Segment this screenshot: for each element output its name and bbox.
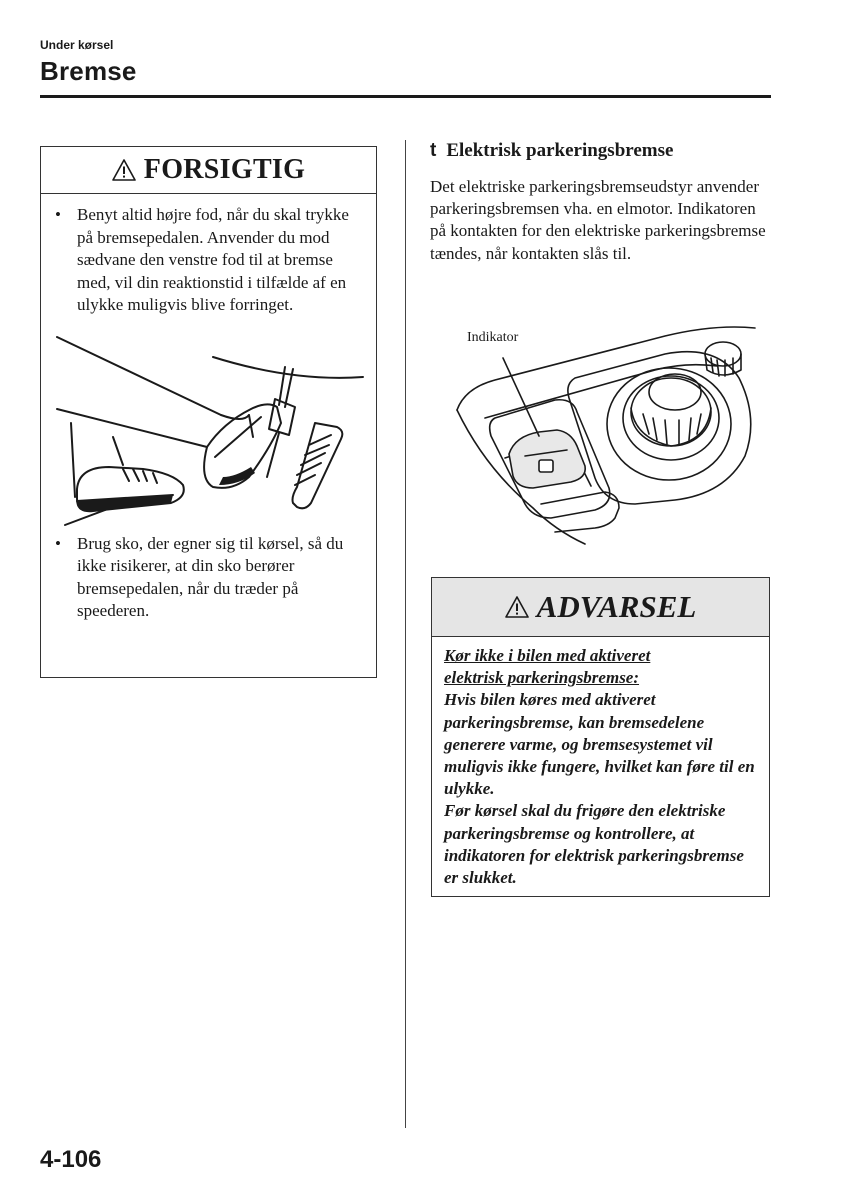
warning-body (432, 637, 769, 889)
page-title: Bremse (40, 56, 137, 86)
warning-paragraph: Hvis bilen køres med aktiveret parkeringsbremse, kan bremsedelene generere varme, og bremsesystemet vil muligvis ikke fungere, hvilket kan føre til en ulykke. (444, 690, 755, 799)
caution-item: • Brug sko, der egner sig til kørsel, så du ikke risikerer, at din sko berører bremsepedalen, når du træder på speederen. (41, 533, 376, 623)
section-label: Under kørsel (40, 38, 114, 52)
subsection-body: Det elektriske parkeringsbremseudstyr anvender parkeringsbremsen vha. en elmotor. Indikatoren på kontakten for den elektriske parkeringsbremse tændes, når kontakten slås til. (430, 177, 766, 263)
figure-label-indicator: Indikator (467, 330, 519, 345)
subsection-marker: t (430, 140, 437, 161)
warning-paragraph: Før kørsel skal du frigøre den elektriske parkeringsbremse og kontrollere, at indikatoren for elektrisk parkeringsbremse er slukket. (444, 801, 744, 888)
warning-subtitle-line-2: elektrisk parkeringsbremse: (444, 668, 640, 688)
page-number: 4-106 (40, 1146, 102, 1173)
caution-title: FORSIGTIG (143, 154, 306, 185)
warning-header (432, 578, 769, 637)
warning-triangle-icon (505, 595, 529, 619)
warning-title: ADVARSEL (536, 589, 697, 624)
warning-box (431, 577, 770, 897)
caution-header (41, 147, 376, 194)
parking-brake-console-illustration (455, 318, 775, 553)
column-divider (405, 140, 406, 1128)
pedal-illustration (53, 327, 365, 527)
caution-item: • Benyt altid højre fod, når du skal trykke på bremsepedalen. Anvender du mod sædvane den venstre fod til at bremse med, vil din reaktionstid i tilfælde af en ulykke muligvis blive forringet. (41, 204, 376, 317)
subsection-heading (430, 140, 673, 162)
subsection-title: Elektrisk parkeringsbremse (446, 140, 674, 161)
title-rule (40, 95, 771, 98)
caution-list (41, 533, 376, 623)
warning-triangle-icon (112, 158, 136, 182)
caution-box (40, 146, 377, 678)
caution-list (41, 204, 376, 317)
warning-subtitle-line-1: Kør ikke i bilen med aktiveret (444, 646, 651, 665)
